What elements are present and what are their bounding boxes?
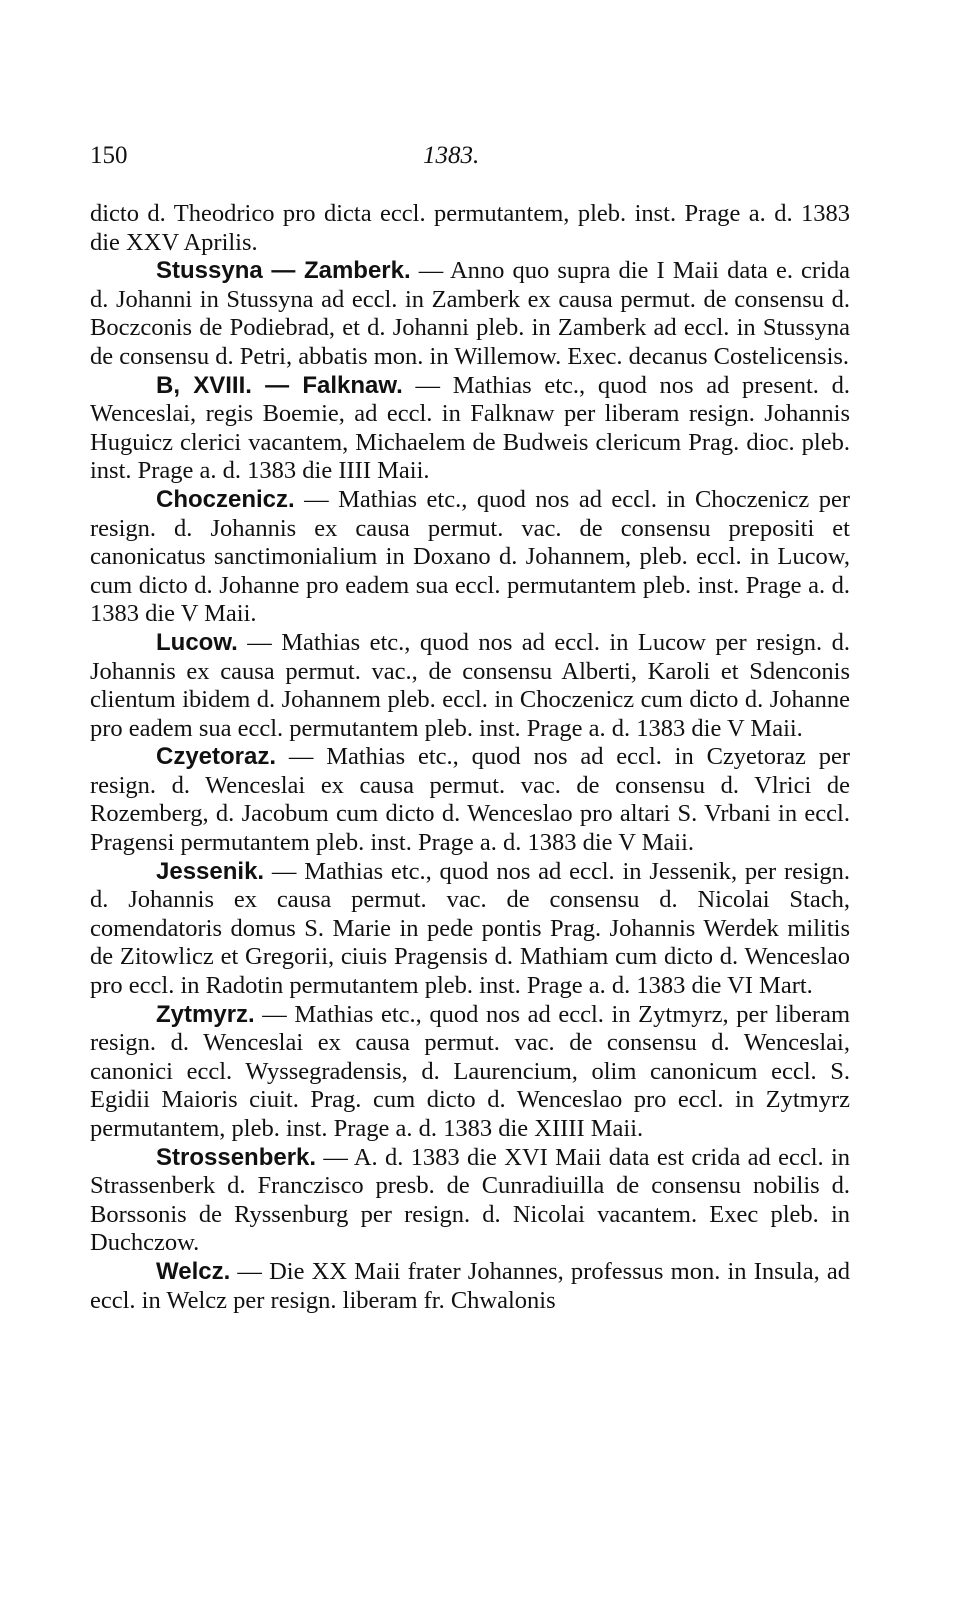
entry-place-heading: Choczenicz. bbox=[156, 485, 295, 513]
body-text bbox=[90, 200, 850, 1315]
entry-text: — Mathias etc., quod nos ad eccl. in Zytmyrz, per liberam resign. d. Wenceslai ex causa permut. vac. de consensu d. Wenceslai, canonici eccl. Wyssegradensis, d. Laurencium, olim canonicum eccl. S. Egidii Maioris ciuit. Prag. cum dicto d. Wenceslao pro eccl. in Zytmyrz permutantem, pleb. inst. Prage a. d. 1383 die XIIII Maii. bbox=[90, 1000, 850, 1142]
entry-text: — Mathias etc., quod nos ad eccl. in Lucow per resign. d. Johannis ex causa permut. vac., de consensu Alberti, Karoli et Sdenconis clientum ibidem d. Johannem pleb. eccl. in Choczenicz cum dicto d. Johanne pro eadem sua eccl. permutantem pleb. inst. Prage a. d. 1383 die V Maii. bbox=[90, 628, 850, 742]
entry-zytmyrz bbox=[90, 1001, 850, 1144]
entry-text: — Mathias etc., quod nos ad present. d. Wenceslai, regis Boemie, ad eccl. in Falknaw per liberam resign. Johannis Huguicz clerici vacantem, Michaelem de Budweis clericum Prag. dioc. pleb. inst. Prage a. d. 1383 die IIII Maii. bbox=[90, 371, 850, 485]
entry-text: — Anno quo supra die I Maii data e. crida d. Johanni in Stussyna ad eccl. in Zamberk ex causa permut. de consensu d. Boczconis de Podiebrad, et d. Johanni pleb. in Zamberk ad eccl. in Stussyna de consensu d. Petri, abbatis mon. in Willemow. Exec. decanus Costelicensis. bbox=[90, 257, 850, 370]
running-head-year: 1383. bbox=[423, 142, 480, 169]
entry-place-heading: Lucow. bbox=[156, 628, 238, 656]
entry-place-heading: Czyetoraz. bbox=[156, 743, 277, 771]
entry-lucow bbox=[90, 629, 850, 743]
entry-text: — A. d. 1383 die XVI Maii data est crida ad eccl. in Strassenberk d. Franczisco presb. de Cunradiuilla de consensu nobilis d. Borssonis de Ryssenburg per resign. d. Nicolai vacantem. Exec pleb. in Duchczow. bbox=[90, 1143, 850, 1257]
entry-strossenberk bbox=[90, 1144, 850, 1258]
entry-place-heading: Jessenik. bbox=[156, 857, 265, 885]
entry-text: — Mathias etc., quod nos ad eccl. in Czyetoraz per resign. d. Wenceslai ex causa permut. vac. de consensu d. Vlrici de Rozemberg, d. Jacobum cum dicto d. Wenceslao pro altari S. Vrbani in eccl. Pragensi permutantem pleb. inst. Prage a. d. 1383 die V Maii. bbox=[90, 743, 850, 857]
entry-text: — Mathias etc., quod nos ad eccl. in Choczenicz per resign. d. Johannis ex causa permut. vac. de consensu prepositi et canonicatus sanctimonialium in Doxano d. Johannem, pleb. eccl. in Lucow, cum dicto d. Johanne pro eadem sua eccl. permutantem pleb. inst. Prage a. d. 1383 die V Maii. bbox=[90, 485, 850, 628]
entry-place-heading: Stussyna — Zamberk. bbox=[156, 257, 411, 285]
entry-choczenicz bbox=[90, 486, 850, 629]
entry-text: — Mathias etc., quod nos ad eccl. in Jessenik, per resign. d. Johannis ex causa permut. vac. de consensu d. Nicolai Stach, comendatoris domus S. Marie in pede pontis Prag. Johannis Werdek militis de Zitowlicz et Gregorii, ciuis Pragensis d. Mathiam cum dicto d. Wenceslao pro eccl. in Radotin permutantem pleb. inst. Prage a. d. 1383 die VI Mart. bbox=[90, 857, 850, 1000]
page-header bbox=[90, 126, 850, 169]
page-number: 150 bbox=[90, 142, 128, 169]
entry-czyetoraz bbox=[90, 743, 850, 857]
entry-place-heading: Strossenberk. bbox=[156, 1143, 317, 1171]
entry-place-heading: Welcz. bbox=[156, 1257, 231, 1285]
entry-text: dicto d. Theodrico pro dicta eccl. permutantem, pleb. inst. Prage a. d. 1383 die XXV Aprilis. bbox=[90, 200, 850, 256]
entry-welcz bbox=[90, 1258, 850, 1315]
entry-jessenik bbox=[90, 858, 850, 1001]
entry-stussyna-zamberk bbox=[90, 257, 850, 371]
entry-place-heading: B, XVIII. — Falknaw. bbox=[156, 371, 403, 399]
entry-falknaw bbox=[90, 372, 850, 486]
entry-text: — Die XX Maii frater Johannes, professus mon. in Insula, ad eccl. in Welcz per resign. liberam fr. Chwalonis bbox=[90, 1257, 850, 1314]
entry-place-heading: Zytmyrz. bbox=[156, 1000, 255, 1028]
entry-continuation bbox=[90, 200, 850, 257]
